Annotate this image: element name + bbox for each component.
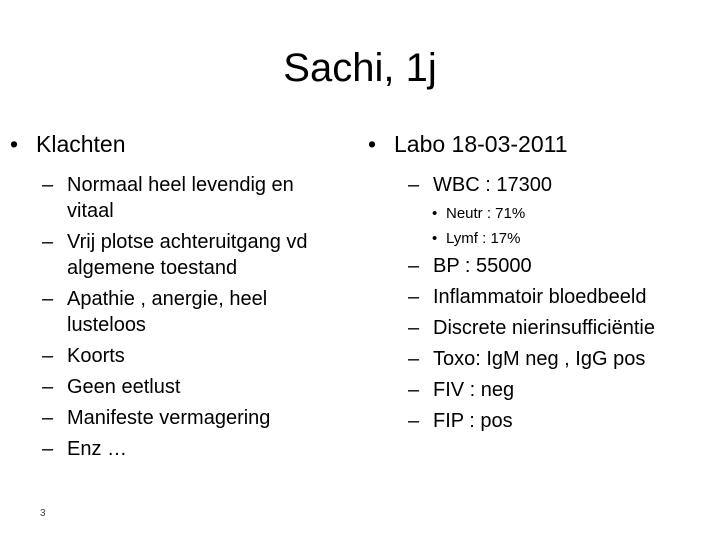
bullet-icon: •	[368, 131, 377, 157]
complaints-list	[10, 172, 340, 462]
list-item-text: Koorts	[67, 345, 125, 367]
sub-list-item-text: Lymf : 17%	[446, 230, 521, 247]
dash-icon: –	[42, 345, 54, 367]
list-item	[368, 346, 708, 372]
lab-heading-label: Labo 18-03-2011	[394, 131, 568, 157]
dash-icon: –	[42, 174, 54, 196]
list-item-text: Enz …	[67, 438, 128, 460]
dash-icon: –	[42, 407, 54, 429]
list-item-text: Toxo: IgM neg , IgG pos	[433, 348, 646, 370]
list-item	[368, 408, 708, 434]
dash-icon: –	[408, 317, 420, 339]
dash-icon: –	[408, 286, 420, 308]
list-item-text: Vrij plotse achteruitgang vd algemene toestand	[67, 231, 308, 279]
dash-icon: –	[42, 376, 54, 398]
list-item	[10, 374, 340, 400]
lab-heading	[368, 128, 708, 160]
list-item-text: WBC : 17300	[433, 174, 552, 196]
list-item	[10, 286, 340, 338]
list-item	[10, 343, 340, 369]
dash-icon: –	[408, 410, 420, 432]
list-item	[368, 284, 708, 310]
list-item-text: FIP : pos	[433, 410, 513, 432]
dash-icon: –	[408, 174, 420, 196]
sub-list-item	[368, 228, 708, 250]
complaints-heading	[10, 128, 340, 160]
lab-list	[368, 172, 708, 434]
list-item-text: Inflammatoir bloedbeeld	[433, 286, 647, 308]
dash-icon: –	[42, 231, 54, 253]
bullet-icon: •	[432, 205, 438, 222]
list-item-text: Normaal heel levendig en vitaal	[67, 174, 294, 222]
list-item-text: Discrete nierinsufficiëntie	[433, 317, 655, 339]
bullet-icon: •	[432, 230, 438, 247]
list-item	[368, 377, 708, 403]
bullet-icon: •	[10, 131, 19, 157]
list-item	[10, 405, 340, 431]
slide-title: Sachi, 1j	[283, 46, 437, 90]
dash-icon: –	[408, 255, 420, 277]
list-item-text: Manifeste vermagering	[67, 407, 271, 429]
list-item	[10, 172, 340, 224]
list-item	[368, 172, 708, 198]
complaints-column	[10, 128, 340, 467]
dash-icon: –	[408, 348, 420, 370]
list-item-text: BP : 55000	[433, 255, 532, 277]
list-item	[368, 253, 708, 279]
complaints-heading-label: Klachten	[36, 131, 126, 157]
slide-number: 3	[40, 508, 46, 519]
sub-list-item-text: Neutr : 71%	[446, 205, 526, 222]
dash-icon: –	[42, 438, 54, 460]
lab-column	[368, 128, 708, 439]
list-item	[10, 229, 340, 281]
list-item	[10, 436, 340, 462]
dash-icon: –	[408, 379, 420, 401]
list-item-text: FIV : neg	[433, 379, 515, 401]
sub-list-item	[368, 203, 708, 225]
list-item-text: Geen eetlust	[67, 376, 181, 398]
dash-icon: –	[42, 288, 54, 310]
list-item	[368, 315, 708, 341]
list-item-text: Apathie , anergie, heel lusteloos	[67, 288, 268, 336]
